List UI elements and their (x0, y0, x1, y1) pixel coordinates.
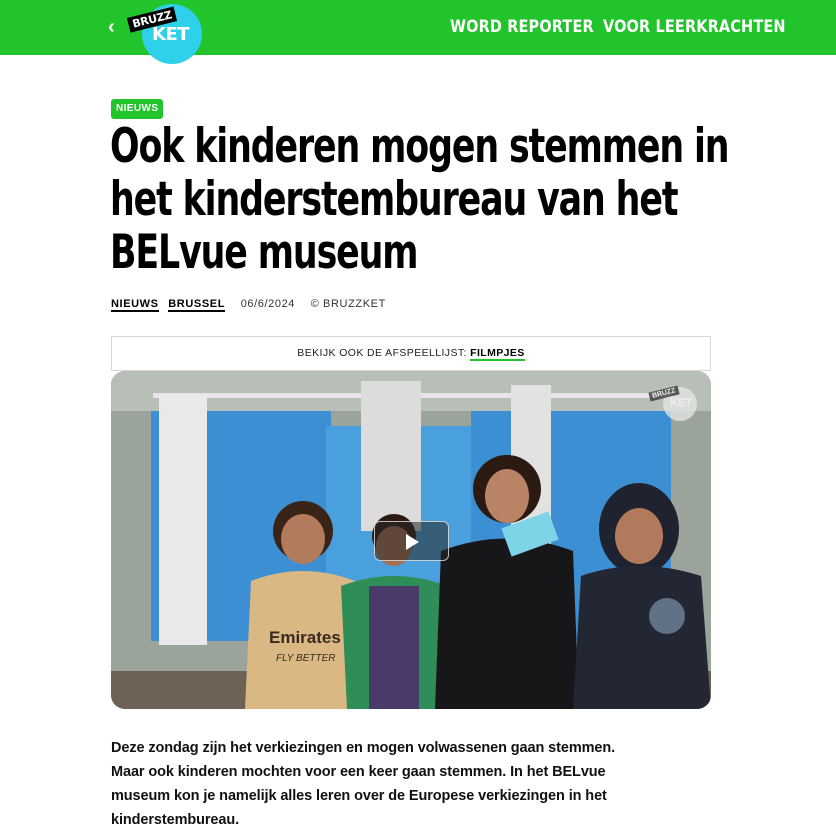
nav-word-reporter[interactable]: WORD REPORTER (450, 17, 594, 37)
chevron-left-icon[interactable]: ‹ (108, 16, 115, 38)
jersey-text-1: Emirates (269, 628, 341, 647)
nav-voor-leerkrachten[interactable]: VOOR LEERKRACHTEN (603, 17, 786, 37)
article-date: 06/6/2024 (240, 298, 296, 310)
curtain-left (159, 395, 207, 645)
article-credit: © BRUZZKET (310, 298, 386, 310)
play-button[interactable] (374, 521, 449, 561)
kid1-face (281, 514, 325, 564)
playlist-prefix: BEKIJK OOK DE AFSPEELLIJST: (297, 347, 467, 359)
kid4-face (615, 508, 663, 564)
top-navigation-bar (0, 0, 836, 55)
playlist-link[interactable]: FILMPJES (470, 347, 525, 359)
kid4-hoodie (573, 566, 711, 709)
play-icon (406, 534, 419, 550)
video-player[interactable] (111, 371, 711, 709)
meta-category-nieuws[interactable]: NIEUWS (111, 298, 159, 310)
curtain-middle (361, 381, 421, 531)
logo-ket-text: KET (152, 24, 190, 45)
article-intro: Deze zondag zijn het verkiezingen en mogen volwassenen gaan stemmen. Maar ook kinderen mochten voor een keer gaan stemmen. In het BELvue museum kon je namelijk alles leren over de Europese verkiezingen in het kinderstembureau. (111, 740, 616, 828)
kid3-face (485, 469, 529, 523)
kid3-outfit (435, 539, 579, 710)
watermark-bruzz: BRUZZ (648, 386, 679, 402)
kid2-vest (369, 586, 419, 709)
logo-bruzz-text: BRUZZ (127, 6, 177, 32)
kid4-print (649, 598, 685, 634)
jersey-text-2: FLY BETTER (276, 653, 336, 664)
watermark-ket: KET (670, 397, 692, 409)
article-title: Ook kinderen mogen stemmen in het kinderstembureau van het BELvue museum (110, 119, 729, 280)
article-meta (111, 298, 386, 310)
bruzzket-logo[interactable] (128, 2, 204, 66)
meta-category-brussel[interactable]: BRUSSEL (168, 298, 226, 310)
video-watermark-logo (649, 383, 697, 423)
category-tag[interactable]: NIEUWS (111, 99, 163, 119)
playlist-box (111, 336, 711, 371)
